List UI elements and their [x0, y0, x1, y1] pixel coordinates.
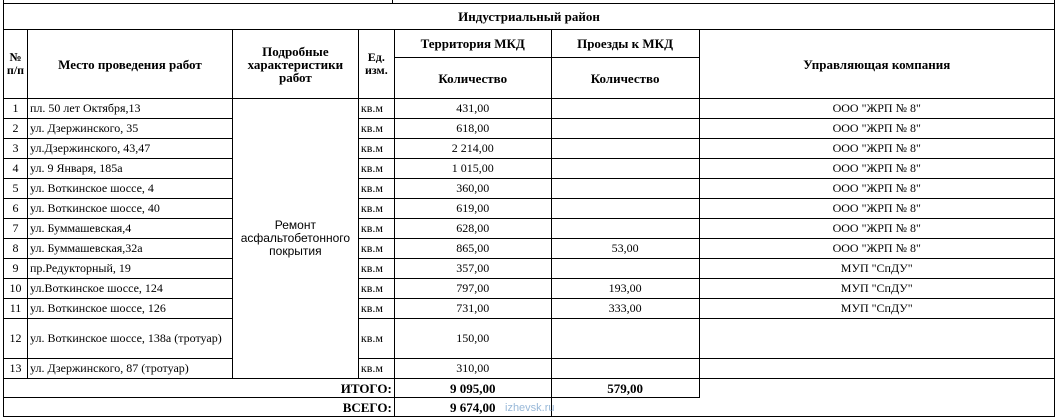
row-territory: 357,00	[394, 259, 551, 279]
row-place: пл. 50 лет Октября,13	[27, 99, 232, 119]
row-passages	[551, 139, 699, 159]
row-company	[699, 319, 1055, 359]
table-row	[4, 359, 1055, 379]
col-header-details: Подробные характеристики работ	[232, 30, 358, 99]
row-territory: 1 015,00	[394, 159, 551, 179]
row-unit: кв.м	[358, 319, 394, 359]
row-company: ООО "ЖРП № 8"	[699, 239, 1055, 259]
row-number: 6	[4, 199, 28, 219]
row-territory: 2 214,00	[394, 139, 551, 159]
row-place: ул. 9 Января, 185а	[27, 159, 232, 179]
row-place: ул. Буммашевская,4	[27, 219, 232, 239]
row-territory: 628,00	[394, 219, 551, 239]
table-row	[4, 199, 1055, 219]
col-header-territory-quantity: Количество	[394, 58, 551, 99]
row-unit: кв.м	[358, 179, 394, 199]
row-unit: кв.м	[358, 279, 394, 299]
col-header-number: № п/п	[4, 30, 28, 99]
row-company: ООО "ЖРП № 8"	[699, 119, 1055, 139]
itogo-label: ИТОГО:	[4, 379, 395, 398]
vsego-empty-cell	[699, 398, 1055, 417]
row-territory: 797,00	[394, 279, 551, 299]
col-header-territory: Территория МКД	[394, 30, 551, 58]
row-territory: 360,00	[394, 179, 551, 199]
row-passages	[551, 199, 699, 219]
row-passages	[551, 159, 699, 179]
col-header-company: Управляющая компания	[699, 30, 1055, 99]
row-unit: кв.м	[358, 239, 394, 259]
row-company: ООО "ЖРП № 8"	[699, 199, 1055, 219]
itogo-territory-value: 9 095,00	[394, 379, 551, 398]
row-place: ул. Воткинское шоссе, 126	[27, 299, 232, 319]
row-passages: 193,00	[551, 279, 699, 299]
row-place: ул. Воткинское шоссе, 4	[27, 179, 232, 199]
row-territory: 618,00	[394, 119, 551, 139]
table-row	[4, 239, 1055, 259]
row-territory: 431,00	[394, 99, 551, 119]
row-place: ул.Воткинское шоссе, 124	[27, 279, 232, 299]
row-number: 9	[4, 259, 28, 279]
table-row	[4, 259, 1055, 279]
table-row	[4, 99, 1055, 119]
row-company: МУП "СпДУ"	[699, 279, 1055, 299]
row-number: 13	[4, 359, 28, 379]
row-company: ООО "ЖРП № 8"	[699, 179, 1055, 199]
row-company: МУП "СпДУ"	[699, 299, 1055, 319]
works-table	[3, 3, 1055, 417]
row-company	[699, 359, 1055, 379]
table-row	[4, 219, 1055, 239]
row-passages	[551, 179, 699, 199]
row-passages	[551, 119, 699, 139]
row-territory: 731,00	[394, 299, 551, 319]
row-territory: 150,00	[394, 319, 551, 359]
row-unit: кв.м	[358, 219, 394, 239]
table-row	[4, 299, 1055, 319]
row-passages	[551, 359, 699, 379]
row-number: 12	[4, 319, 28, 359]
row-number: 8	[4, 239, 28, 259]
row-place: ул. Воткинское шоссе, 138а (тротуар)	[27, 319, 232, 359]
row-place: пр.Редукторный, 19	[27, 259, 232, 279]
row-number: 5	[4, 179, 28, 199]
row-place: ул. Буммашевская,32а	[27, 239, 232, 259]
row-number: 7	[4, 219, 28, 239]
row-place: ул. Воткинское шоссе, 40	[27, 199, 232, 219]
row-unit: кв.м	[358, 259, 394, 279]
row-company: ООО "ЖРП № 8"	[699, 159, 1055, 179]
row-place: ул. Дзержинского, 35	[27, 119, 232, 139]
col-header-passages: Проезды к МКД	[551, 30, 699, 58]
table-row	[4, 179, 1055, 199]
row-territory: 310,00	[394, 359, 551, 379]
vsego-label: ВСЕГО:	[4, 398, 395, 417]
table-row	[4, 319, 1055, 359]
watermark-text: izhevsk.ru	[505, 402, 555, 414]
itogo-passages-value: 579,00	[551, 379, 699, 398]
table-row	[4, 139, 1055, 159]
row-unit: кв.м	[358, 199, 394, 219]
row-unit: кв.м	[358, 99, 394, 119]
district-title: Индустриальный район	[4, 4, 1055, 30]
table-row	[4, 119, 1055, 139]
row-company: ООО "ЖРП № 8"	[699, 99, 1055, 119]
col-header-unit: Ед. изм.	[358, 30, 394, 99]
table-row	[4, 279, 1055, 299]
row-unit: кв.м	[358, 139, 394, 159]
row-number: 11	[4, 299, 28, 319]
row-number: 2	[4, 119, 28, 139]
row-passages: 53,00	[551, 239, 699, 259]
row-unit: кв.м	[358, 299, 394, 319]
row-place: ул.Дзержинского, 43,47	[27, 139, 232, 159]
col-header-passages-quantity: Количество	[551, 58, 699, 99]
row-company: ООО "ЖРП № 8"	[699, 139, 1055, 159]
row-passages	[551, 219, 699, 239]
row-number: 1	[4, 99, 28, 119]
row-territory: 865,00	[394, 239, 551, 259]
vsego-empty-cell	[551, 398, 699, 417]
itogo-empty-cell	[699, 379, 1055, 398]
table-row	[4, 159, 1055, 179]
col-header-place: Место проведения работ	[27, 30, 232, 99]
row-number: 4	[4, 159, 28, 179]
row-company: МУП "СпДУ"	[699, 259, 1055, 279]
row-place: ул. Дзержинского, 87 (тротуар)	[27, 359, 232, 379]
vsego-territory-value: 9 674,00	[394, 398, 551, 417]
row-number: 3	[4, 139, 28, 159]
row-passages	[551, 99, 699, 119]
row-passages	[551, 319, 699, 359]
row-territory: 619,00	[394, 199, 551, 219]
row-unit: кв.м	[358, 159, 394, 179]
row-number: 10	[4, 279, 28, 299]
row-unit: кв.м	[358, 119, 394, 139]
row-unit: кв.м	[358, 359, 394, 379]
work-description: Ремонт асфальтобетонного покрытия	[232, 99, 358, 379]
row-passages: 333,00	[551, 299, 699, 319]
row-company: ООО "ЖРП № 8"	[699, 219, 1055, 239]
row-passages	[551, 259, 699, 279]
